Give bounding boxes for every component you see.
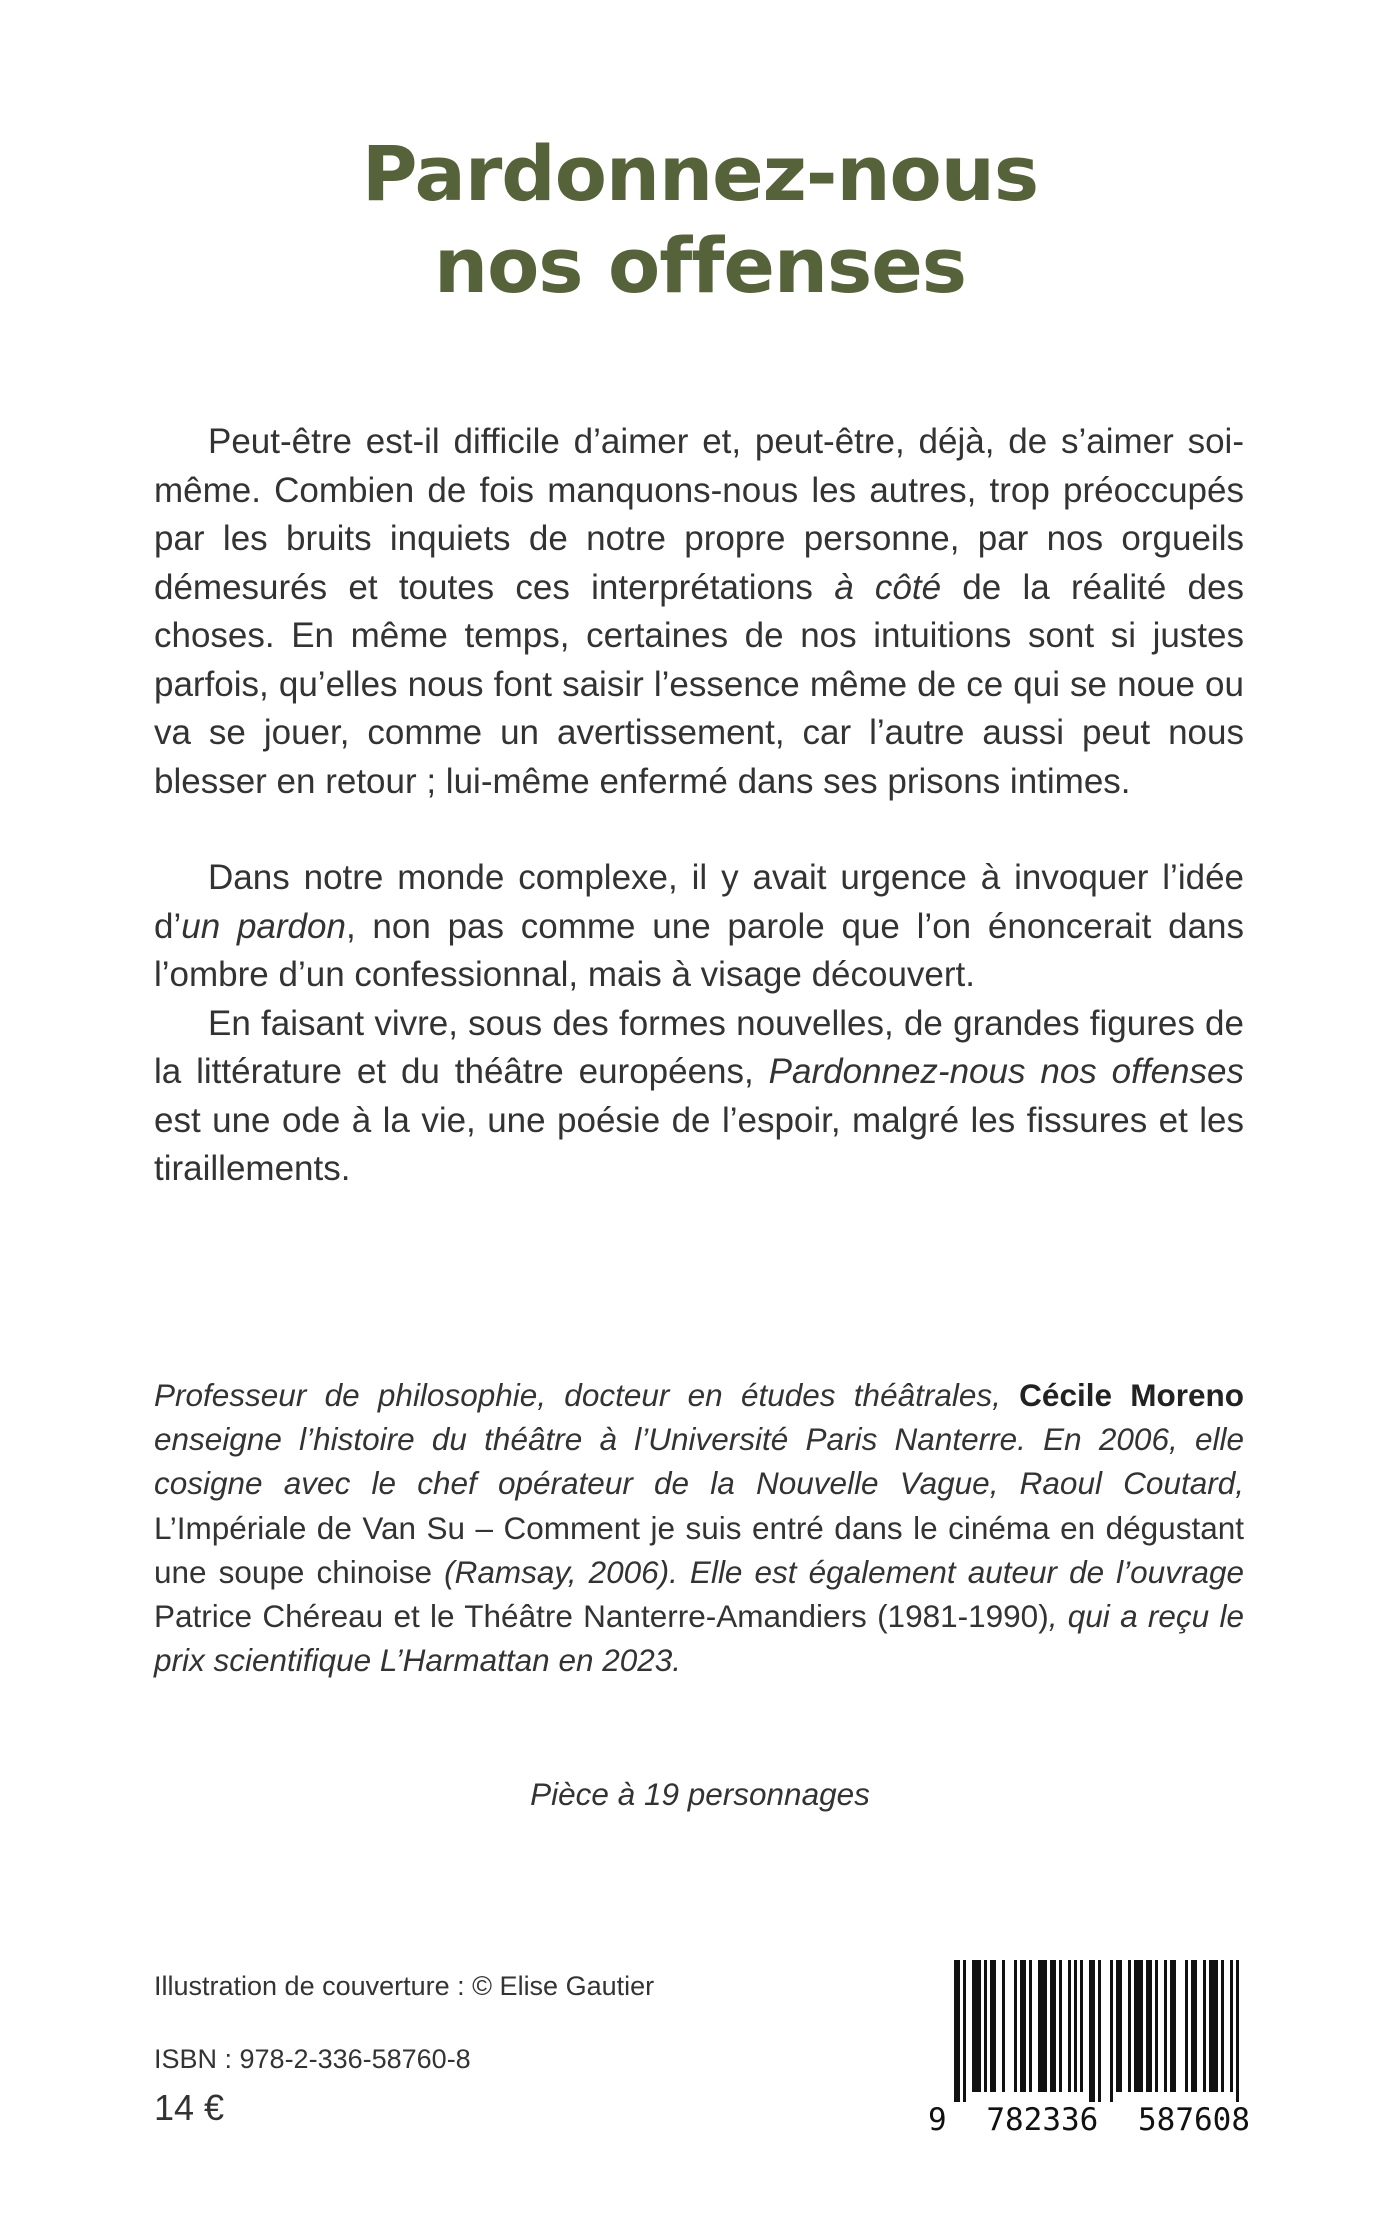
blurb-paragraph-1 [154,418,1244,806]
book-title [0,128,1400,312]
bio-text: Professeur de philosophie, docteur en études théâtrales, [154,1377,1020,1413]
author-name: Cécile Moreno [1019,1377,1244,1413]
barcode-bar [1074,1960,1077,2092]
bio-book-title: Patrice Chéreau et le Théâtre Nanterre-Amandiers (1981-1990) [154,1598,1049,1635]
price: 14 € [154,2087,225,2128]
blurb-text: Peut-être est-il difficile d’aimer et, peut-être, déjà, de s’aimer soi-même. Combien de fois manquons-nous les autres, trop préoccupés par les bruits inquiets de notre propre personne, par nos orgueils démesurés et toutes ces interprétations [154,422,1244,607]
barcode-bar [990,1960,996,2092]
barcode-bar [1134,1960,1143,2092]
blurb-text: de la réalité des choses. En même temps, certaines de nos intuitions sont si justes parfois, qu’elles nous font saisir l’essence même de ce qui se noue ou va se jouer, comme un avertissement, car l’autre aussi peut nous blesser en retour ; lui-même enfermé dans ses prisons intimes. [154,567,1244,801]
isbn-barcode [928,1960,1250,2145]
barcode-bar [1164,1960,1167,2092]
barcode-bars [950,1960,1250,2102]
cover-credit: Illustration de couverture : © Elise Gautier [154,1971,655,2001]
blurb-italic: à côté [834,567,942,607]
barcode-digits [928,2100,1250,2140]
barcode-bar [1080,1960,1083,2092]
bio-text: enseigne l’histoire du théâtre à l’Université Paris Nanterre. En 2006, elle cosigne avec le chef opérateur de la Nouvelle Vague, Raoul Coutard, [154,1421,1244,1502]
barcode-bar [1020,1960,1026,2092]
barcode-digits-left: 782336 [986,2102,1099,2138]
title-line-1: Pardonnez-nous [361,129,1039,218]
blurb-italic: un pardon [181,906,346,946]
barcode-bar [1038,1960,1047,2092]
blurb-paragraph-2 [154,854,1244,1000]
blurb-text: est une ode à la vie, une poésie de l’espoir, malgré les fissures et les tiraillements. [154,1100,1244,1188]
barcode-digits-right: 587608 [1138,2102,1250,2138]
blurb-italic: Pardonnez-nous nos offenses [768,1052,1244,1091]
barcode-bar [1014,1960,1017,2092]
cast-note: Pièce à 19 personnages [530,1776,870,1812]
barcode-bar [1110,1960,1113,2102]
barcode-bar [1002,1960,1005,2092]
bio-book-title: L’Impériale de Van Su – Comment je suis entré dans le cinéma en dégustant une soupe chinoise [154,1509,1244,1590]
barcode-bar [1050,1960,1056,2092]
blurb [154,418,1244,1194]
barcode-bar [1185,1960,1188,2092]
barcode-bar [1116,1960,1122,2092]
barcode-bar [1236,1960,1239,2102]
barcode-bar [1155,1960,1158,2092]
isbn: ISBN : 978-2-336-58760-8 [154,2044,471,2074]
barcode-bar [984,1960,987,2092]
bio-text: (Ramsay, 2006). Elle est également auteur de l’ouvrage [432,1553,1244,1590]
barcode-bar [1068,1960,1071,2092]
barcode-bar [954,1960,960,2102]
barcode-bar [1209,1960,1218,2092]
barcode-digit-lead: 9 [928,2102,947,2138]
title-line-2: nos offenses [433,221,967,310]
barcode-bar [1221,1960,1224,2092]
barcode-bar [1059,1960,1062,2092]
blurb-text: , non pas comme une parole que l’on énoncerait dans l’ombre d’un confessionnal, mais à visage découvert. [154,906,1244,994]
barcode-bar [1191,1960,1197,2092]
blurb-paragraph-3 [154,1000,1244,1194]
barcode-bar [1089,1960,1095,2102]
barcode-bar [1203,1960,1206,2092]
barcode-bar [1029,1960,1032,2092]
barcode-bar [972,1960,981,2092]
author-bio [154,1373,1244,1682]
blurb-text: Dans notre monde complexe, il y avait urgence à invoquer l’idée d’ [154,858,1244,946]
barcode-bar [1146,1960,1152,2092]
barcode-bar [1128,1960,1131,2092]
bio-text: , qui a reçu le prix scientifique L’Harmattan en 2023. [154,1598,1244,1679]
blurb-text: En faisant vivre, sous des formes nouvelles, de grandes figures de la littérature et du théâtre européens, [154,1003,1244,1091]
barcode-bar [1098,1960,1101,2102]
barcode-bar [1230,1960,1233,2092]
barcode-bar [963,1960,966,2102]
barcode-bar [1170,1960,1176,2092]
